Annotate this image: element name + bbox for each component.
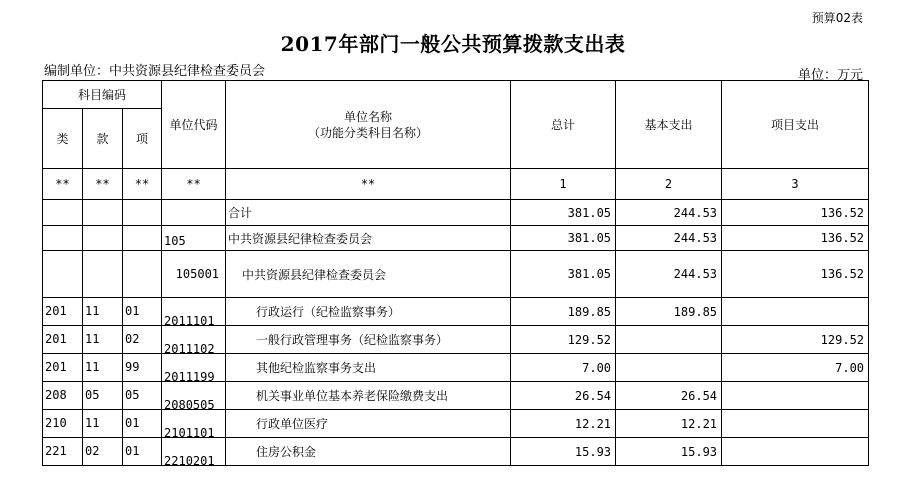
header-project: 项目支出: [722, 81, 869, 169]
cell-total: 7.00: [511, 354, 616, 382]
table-row: [43, 200, 869, 226]
header-total: 总计: [511, 81, 616, 169]
cell-name: 住房公积金: [226, 438, 511, 466]
table-row: [43, 382, 869, 410]
cell-unit-code: 2080505: [162, 382, 226, 410]
cell-total: 15.93: [511, 438, 616, 466]
cell-xiang: 01: [123, 438, 162, 466]
cell-name: 一般行政管理事务（纪检监察事务）: [226, 326, 511, 354]
cell-basic: [616, 354, 722, 382]
cell-name: 行政运行（纪检监察事务）: [226, 298, 511, 326]
cell-total: 129.52: [511, 326, 616, 354]
cell-name: 其他纪检监察事务支出: [226, 354, 511, 382]
cell-unit-code: 2210201: [162, 438, 226, 466]
cell-kuan: 11: [83, 354, 123, 382]
cell-total: 381.05: [511, 200, 616, 226]
cell-total: 381.05: [511, 226, 616, 251]
cell-xiang: 02: [123, 326, 162, 354]
cell-kuan: 11: [83, 410, 123, 438]
cell-basic: 26.54: [616, 382, 722, 410]
unit-label: 单位：万元: [797, 68, 863, 83]
cell-lei: 201: [43, 326, 83, 354]
cell-name: 行政单位医疗: [226, 410, 511, 438]
form-number: 预算02表: [811, 11, 863, 25]
cell-lei: [43, 226, 83, 251]
cell-basic: 12.21: [616, 410, 722, 438]
cell-project: [722, 438, 869, 466]
cell-xiang: [123, 200, 162, 226]
cell-lei: 208: [43, 382, 83, 410]
cell-name: 合计: [226, 200, 511, 226]
cell-project: 136.52: [722, 226, 869, 251]
marker-kuan: **: [83, 169, 123, 200]
table-row: [43, 326, 869, 354]
cell-project: 136.52: [722, 200, 869, 226]
table-row: [43, 298, 869, 326]
marker-basic: 2: [616, 169, 722, 200]
cell-unit-code: 2101101: [162, 410, 226, 438]
cell-unit-code: [162, 200, 226, 226]
header-xiang: 项: [123, 109, 162, 169]
cell-total: 12.21: [511, 410, 616, 438]
cell-basic: 244.53: [616, 200, 722, 226]
cell-kuan: 05: [83, 382, 123, 410]
cell-total: 26.54: [511, 382, 616, 410]
cell-xiang: [123, 226, 162, 251]
table-row: [43, 354, 869, 382]
cell-project: 7.00: [722, 354, 869, 382]
cell-unit-code: 105: [162, 226, 226, 251]
cell-basic: 15.93: [616, 438, 722, 466]
header-unit-name-line1: 单位名称: [344, 109, 393, 124]
cell-lei: [43, 200, 83, 226]
header-unit-name: [226, 81, 511, 169]
cell-basic: 189.85: [616, 298, 722, 326]
marker-row: [43, 169, 869, 200]
cell-name: 中共资源县纪律检查委员会: [226, 251, 511, 298]
marker-lei: **: [43, 169, 83, 200]
cell-project: [722, 382, 869, 410]
table-row: [43, 438, 869, 466]
marker-xiang: **: [123, 169, 162, 200]
page-title: 2017年部门一般公共预算拨款支出表: [280, 32, 626, 56]
cell-kuan: 11: [83, 298, 123, 326]
cell-unit-code: 105001: [162, 251, 226, 298]
cell-total: 189.85: [511, 298, 616, 326]
cell-unit-code: 2011199: [162, 354, 226, 382]
cell-lei: 201: [43, 354, 83, 382]
cell-xiang: 05: [123, 382, 162, 410]
cell-kuan: [83, 200, 123, 226]
cell-unit-code: 2011101: [162, 298, 226, 326]
table-row: [43, 251, 869, 298]
cell-lei: 221: [43, 438, 83, 466]
header-unit-name-line2: （功能分类科目名称）: [308, 125, 429, 140]
cell-xiang: 99: [123, 354, 162, 382]
marker-project: 3: [722, 169, 869, 200]
cell-total: 381.05: [511, 251, 616, 298]
cell-lei: 201: [43, 298, 83, 326]
cell-project: 136.52: [722, 251, 869, 298]
cell-basic: [616, 326, 722, 354]
cell-lei: [43, 251, 83, 298]
header-unit-code: 单位代码: [162, 81, 226, 169]
cell-project: 129.52: [722, 326, 869, 354]
marker-unit-code: **: [162, 169, 226, 200]
header-subject-code: 科目编码: [43, 81, 162, 109]
header-kuan: 款: [83, 109, 123, 169]
cell-kuan: 11: [83, 326, 123, 354]
cell-basic: 244.53: [616, 226, 722, 251]
marker-name: **: [226, 169, 511, 200]
cell-project: [722, 298, 869, 326]
cell-kuan: [83, 226, 123, 251]
header-lei: 类: [43, 109, 83, 169]
marker-total: 1: [511, 169, 616, 200]
cell-kuan: [83, 251, 123, 298]
organization-label: 编制单位：中共资源县纪律检查委员会: [44, 64, 266, 79]
cell-kuan: 02: [83, 438, 123, 466]
cell-project: [722, 410, 869, 438]
cell-xiang: 01: [123, 298, 162, 326]
table-row: [43, 410, 869, 438]
cell-xiang: 01: [123, 410, 162, 438]
cell-lei: 210: [43, 410, 83, 438]
table-row: [43, 226, 869, 251]
cell-name: 机关事业单位基本养老保险缴费支出: [226, 382, 511, 410]
budget-table: [42, 80, 869, 466]
cell-basic: 244.53: [616, 251, 722, 298]
cell-name: 中共资源县纪律检查委员会: [226, 226, 511, 251]
header-basic: 基本支出: [616, 81, 722, 169]
cell-xiang: [123, 251, 162, 298]
cell-unit-code: 2011102: [162, 326, 226, 354]
